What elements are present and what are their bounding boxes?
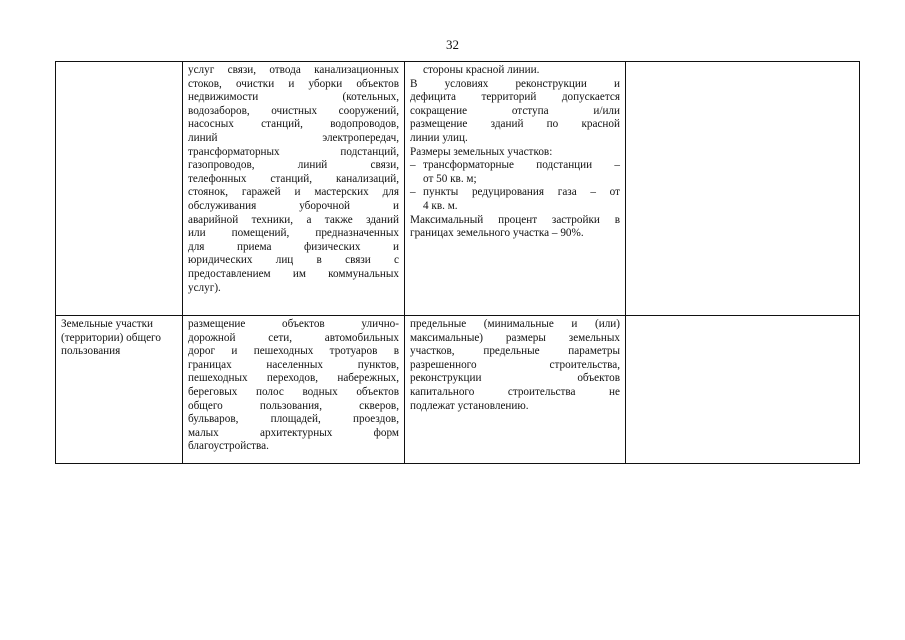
text-line: услуг). (188, 281, 221, 294)
text-line: разрешенного строительства, (410, 358, 620, 371)
text-line: пешеходных переходов, набережных, (188, 372, 399, 385)
text-line: участков, предельные параметры (410, 345, 620, 358)
table-cell-zone (56, 316, 183, 464)
text-line: для приема физических и (188, 240, 399, 253)
text-line: максимальные) размеры земельных (410, 331, 620, 344)
text-line: дорог и пешеходных тротуаров в (188, 345, 399, 358)
text-line: от 50 кв. м; (423, 172, 477, 185)
text-line: недвижимости (котельных, (188, 91, 399, 104)
table-cell-notes (626, 62, 860, 316)
text-line: юридических лиц в связи с (188, 254, 399, 267)
text-line: Земельные участки (61, 318, 154, 330)
text-line: реконструкции объектов (410, 372, 620, 385)
text-line: малых архитектурных форм (188, 426, 399, 439)
text-line: 4 кв. м. (423, 199, 458, 212)
table-cell-parameters (405, 62, 626, 316)
list-item (410, 186, 620, 213)
text-line: бульваров, площадей, проездов, (188, 413, 399, 426)
text-line: подлежат установлению. (410, 399, 529, 412)
dash-marker: – (410, 186, 416, 199)
text-line: трансформаторные подстанции – (423, 159, 620, 172)
dash-marker: – (410, 159, 416, 172)
page-number: 32 (446, 37, 459, 52)
table-cell-permitted-uses (183, 62, 405, 316)
text-line: сокращение отступа и/или (410, 104, 620, 117)
list-item (410, 159, 620, 186)
text-line: капитального строительства не (410, 385, 620, 398)
text-line: береговых полос водных объектов (188, 385, 399, 398)
text-line: пункты редуцирования газа – от (423, 186, 620, 199)
text-line: Максимальный процент застройки в (410, 213, 620, 226)
table-cell-permitted-uses (183, 316, 405, 464)
text-line: линий электропередач, (188, 131, 399, 144)
text-line: дефицита территорий допускается (410, 91, 620, 104)
text-line: размещение объектов улично- (188, 318, 399, 330)
text-line: обслуживания уборочной и (188, 199, 399, 212)
table-row (56, 62, 860, 316)
table-cell-parameters (405, 316, 626, 464)
text-line: стороны красной линии. (423, 64, 540, 76)
text-line: аварийной техники, а также зданий (188, 213, 399, 226)
text-line: предельные (минимальные и (или) (410, 318, 620, 330)
text-line: размещение зданий по красной (410, 118, 620, 131)
text-line: телефонных станций, канализаций, (188, 172, 399, 185)
text-line: границах населенных пунктов, (188, 358, 399, 371)
table-cell-notes (626, 316, 860, 464)
text-line: пользования (61, 345, 121, 358)
text-line: В условиях реконструкции и (410, 77, 620, 90)
regulations-table (55, 61, 860, 464)
text-line: дорожной сети, автомобильных (188, 331, 399, 344)
text-line: границах земельного участка – 90%. (410, 227, 584, 240)
table-row (56, 316, 860, 464)
text-line: линии улиц. (410, 131, 468, 144)
text-line: водозаборов, очистных сооружений, (188, 104, 399, 117)
text-line: насосных станций, водопроводов, (188, 118, 399, 131)
text-line: газопроводов, линий связи, (188, 159, 399, 172)
text-line: благоустройства. (188, 440, 269, 453)
text-line: предоставлением им коммунальных (188, 267, 399, 280)
text-line: услуг связи, отвода канализационных (188, 64, 399, 76)
text-line: (территории) общего (61, 331, 161, 344)
text-line: стоков, очистки и уборки объектов (188, 77, 399, 90)
text-line: Размеры земельных участков: (410, 145, 553, 158)
text-line: трансформаторных подстанций, (188, 145, 399, 158)
text-line: общего пользования, скверов, (188, 399, 399, 412)
text-line: или помещений, предназначенных (188, 227, 399, 240)
text-line: стоянок, гаражей и мастерских для (188, 186, 399, 199)
table-cell-zone (56, 62, 183, 316)
